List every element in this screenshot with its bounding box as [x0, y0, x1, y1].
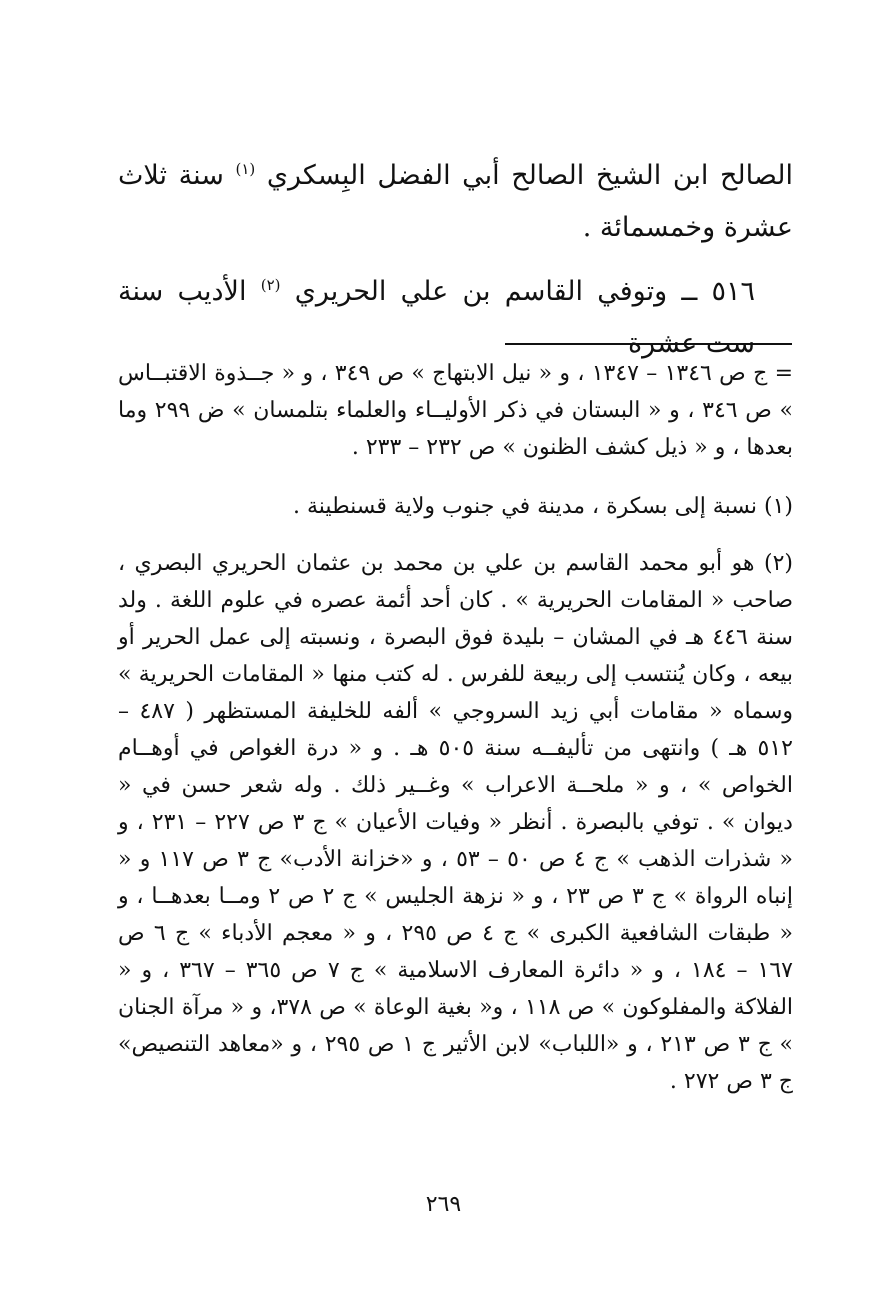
page-number: ٢٦٩ — [425, 1192, 462, 1217]
main-paragraph-2-text: ٥١٦ ــ وتوفي القاسم بن علي الحريري — [294, 276, 756, 307]
main-paragraph-1 — [118, 150, 793, 254]
footnote-ref-2: (٢) — [260, 276, 281, 294]
footnote-continuation: = ج ص ١٣٤٦ – ١٣٤٧ ، و « نيل الابتهاج » ص ٣٤٩ ، و « جــذوة الاقتبــاس » ص ٣٤٦ ، و « البستان في ذكر الأوليــاء والعلماء بتلمسان » ض ٢٩٩ وما بعدها ، و « ذيل كشف الظنون » ص ٢٣٢ – ٢٣٣ . — [118, 361, 794, 460]
footnote-2: (٢) هو أبو محمد القاسم بن علي بن محمد بن عثمان الحريري البصري ، صاحب « المقامات الحريرية » . كان أحد أئمة عصره في علوم اللغة . ولد سنة ٤٤٦ هـ في المشان – بليدة فوق البصرة ، ونسبته إلى عمل الحرير أو بيعه ، وكان يُنتسب إلى ربيعة للفرس . له كتب منها « المقامات الحريرية » وسماه « مقامات أبي زيد السروجي » ألفه للخليفة المستظهر ( ٤٨٧ – ٥١٢ هـ ) وانتهى من تأليفــه سنة ٥٠٥ هـ . و « درة الغواص في أوهــام الخواص » ، و « ملحــة الاعراب » وغــير ذلك . وله شعر حسن في « ديوان » . توفي بالبصرة . أنظر « وفيات الأعيان » ج ٣ ص ٢٢٧ – ٢٣١ ، و « شذرات الذهب » ج ٤ ص ٥٠ – ٥٣ ، و «خزانة الأدب» ج ٣ ص ١١٧ و « إنباه الرواة » ج ٣ ص ٢٣ ، و « نزهة الجليس » ج ٢ ص ٢ ومــا بعدهــا ، و « طبقات الشافعية الكبرى » ج ٤ ص ٢٩٥ ، و « معجم الأدباء » ج ٦ ص ١٦٧ – ١٨٤ ، و « دائرة المعارف الاسلامية » ج ٧ ص ٣٦٥ – ٣٦٧ ، و « الفلاكة والمفلوكون » ص ١١٨ ، و« بغية الوعاة » ص ٣٧٨، و « مرآة الجنان » ج ٣ ص ٢١٣ ، و «اللباب» لابن الأثير ج ١ ص ٢٩٥ ، و «معاهد التنصيص» ج ٣ ص ٢٧٢ . — [118, 551, 794, 1094]
footnote-ref-1: (١) — [235, 160, 256, 178]
main-paragraph-1-text: الصالح ابن الشيخ الصالح أبي الفضل البِسكري — [266, 160, 793, 191]
main-paragraph-1-end: سنة ثلاث عشرة وخمسمائة . — [118, 160, 793, 243]
footnotes — [118, 355, 793, 1100]
main-text — [118, 150, 793, 370]
footnote-1: (١) نسبة إلى بسكرة ، مدينة في جنوب ولاية قسنطينة . — [293, 494, 793, 519]
footnote-separator — [505, 343, 792, 345]
main-paragraph-2-end: الأديب سنة ست عشرة — [118, 276, 755, 359]
